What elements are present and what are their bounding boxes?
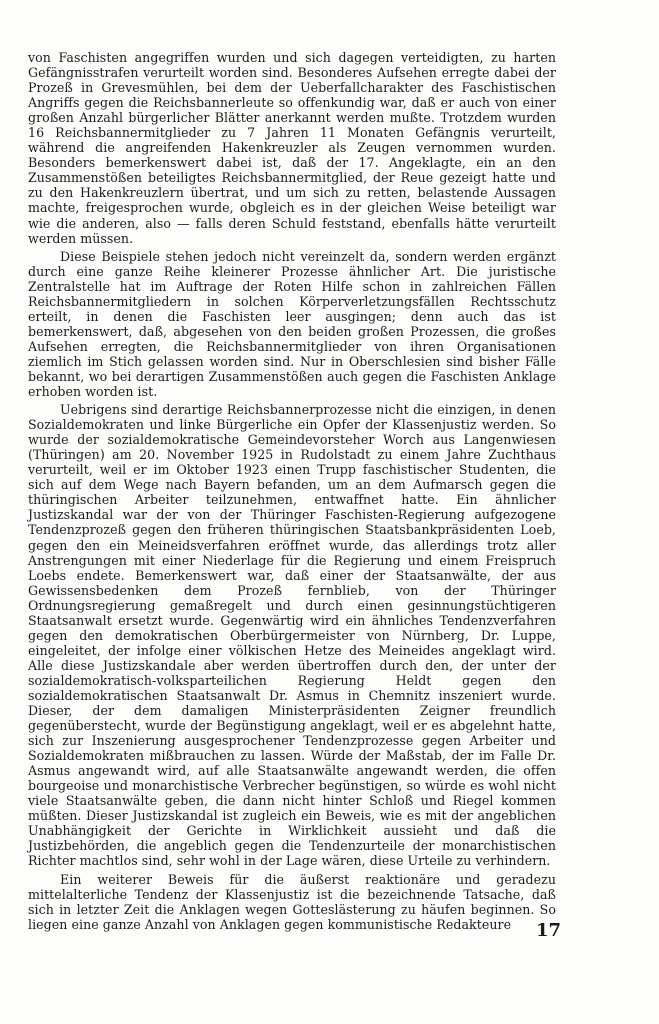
paragraph-2: Diese Beispiele stehen jedoch nicht vereinzelt da, sondern werden ergänzt durch eine ganze Reihe kleinerer Prozesse ähnlicher Art. Die juristische Zentralstelle hat im Auftrage der Roten Hilfe schon in zahlreichen Fällen Reichsbannermitgliedern in solchen Körperverletzungsfällen Rechtsschutz erteilt, in denen die Faschisten leer ausgingen; denn auch das ist bemerkenswert, daß, abgesehen von den beiden großen Prozessen, die großes Aufsehen erregten, die Reichsbannermitglieder von ihren Organisationen ziemlich im Stich gelassen worden sind. Nur in Oberschlesien sind bisher Fälle bekannt, wo bei derartigen Zusammenstößen auch gegen die Faschisten Anklage erhoben worden ist. bbox=[28, 248, 556, 400]
body-text bbox=[28, 50, 556, 935]
paragraph-3: Uebrigens sind derartige Reichsbannerprozesse nicht die einzigen, in denen Sozialdemokraten und linke Bürgerliche ein Opfer der Klassenjustiz werden. So wurde der sozialdemokratische Gemeindevorsteher Worch aus Langenwiesen (Thüringen) am 20. November 1925 in Rudolstadt zu einem Jahre Zuchthaus verurteilt, weil er im Oktober 1923 einen Trupp faschistischer Studenten, die sich auf dem Wege nach Bayern befanden, um an dem Aufmarsch gegen die thüringischen Arbeiter teilzunehmen, entwaffnet hatte. Ein ähnlicher Justizskandal war der von der Thüringer Faschisten-Regierung aufgezogene Tendenzprozeß gegen den früheren thüringischen Staatsbankpräsidenten Loeb, gegen den ein Meineidsverfahren eröffnet wurde, das allerdings trotz aller Anstrengungen mit einer Niederlage für die Regierung und einem Freispruch Loebs endete. Bemerkenswert war, daß einer der Staatsanwälte, der aus Gewissensbedenken dem Prozeß fernblieb, von der Thüringer Ordnungsregierung gemaßregelt und durch einen gesinnungstüchtigeren Staatsanwalt ersetzt wurde. Gegenwärtig wird ein ähnliches Tendenzverfahren gegen den demokratischen Oberbürgermeister von Nürnberg, Dr. Luppe, eingeleitet, der infolge einer völkischen Hetze des Meineides angeklagt wird. Alle diese Justizskandale aber werden übertroffen durch den, der unter der sozialdemokratisch-volksparteilichen Regierung Heldt gegen den sozialdemokratischen Staatsanwalt Dr. Asmus in Chemnitz inszeniert wurde. Dieser, der dem damaligen Ministerpräsidenten Zeigner freundlich gegenüberstecht, wurde der Begünstigung angeklagt, weil er es abgelehnt hatte, sich zur Inszenierung ausgesprochener Tendenzprozesse gegen Arbeiter und Sozialdemokraten mißbrauchen zu lassen. Würde der Maßstab, der im Falle Dr. Asmus angewandt wird, auf alle Staatsanwälte angewandt werden, die offen bourgeoise und monarchistische Verbrecher begünstigen, so würde es wohl nicht viele Staatsanwälte geben, die dann nicht hinter Schloß und Riegel kommen müßten. Dieser Justizskandal ist zugleich ein Beweis, wie es mit der angeblichen Unabhängigkeit der Gerichte in Wirklichkeit aussieht und daß die Justizbehörden, die angeblich gegen die Tendenzurteile der monarchistischen Richter machtlos sind, sehr wohl in der Lage wären, diese Urteile zu verhindern. bbox=[28, 402, 556, 869]
page-number: 17 bbox=[535, 920, 561, 941]
paragraph-4: Ein weiterer Beweis für die äußerst reaktionäre und geradezu mittelalterliche Tendenz der Klassenjustiz ist die bezeichnende Tatsache, daß sich in letzter Zeit die Anklagen wegen Gotteslästerung zu häufen beginnen. So liegen eine ganze Anzahl von Anklagen gegen kommunistische Redakteure bbox=[28, 871, 556, 932]
paragraph-1: von Faschisten angegriffen wurden und sich dagegen verteidigten, zu harten Gefängnisstrafen verurteilt worden sind. Besonderes Aufsehen erregte dabei der Prozeß in Grevesmühlen, bei dem der Ueberfallcharakter des Faschistischen Angriffs gegen die Reichsbannerleute so offenkundig war, daß er auch von einer großen Anzahl bürgerlicher Blätter anerkannt werden mußte. Trotzdem wurden 16 Reichsbannermitglieder zu 7 Jahren 11 Monaten Gefängnis verurteilt, während die angreifenden Hakenkreuzler als Zeugen vernommen wurden. Besonders bemerkenswert dabei ist, daß der 17. Angeklagte, ein an den Zusammenstößen beteiligtes Reichsbannermitglied, der Reue gezeigt hatte und zu den Hakenkreuzlern übertrat, und um sich zu retten, belastende Aussagen machte, freigesprochen wurde, obgleich es in der gleichen Weise beteiligt war wie die anderen, also — falls deren Schuld feststand, ebenfalls hätte verurteilt werden müssen. bbox=[28, 50, 556, 246]
